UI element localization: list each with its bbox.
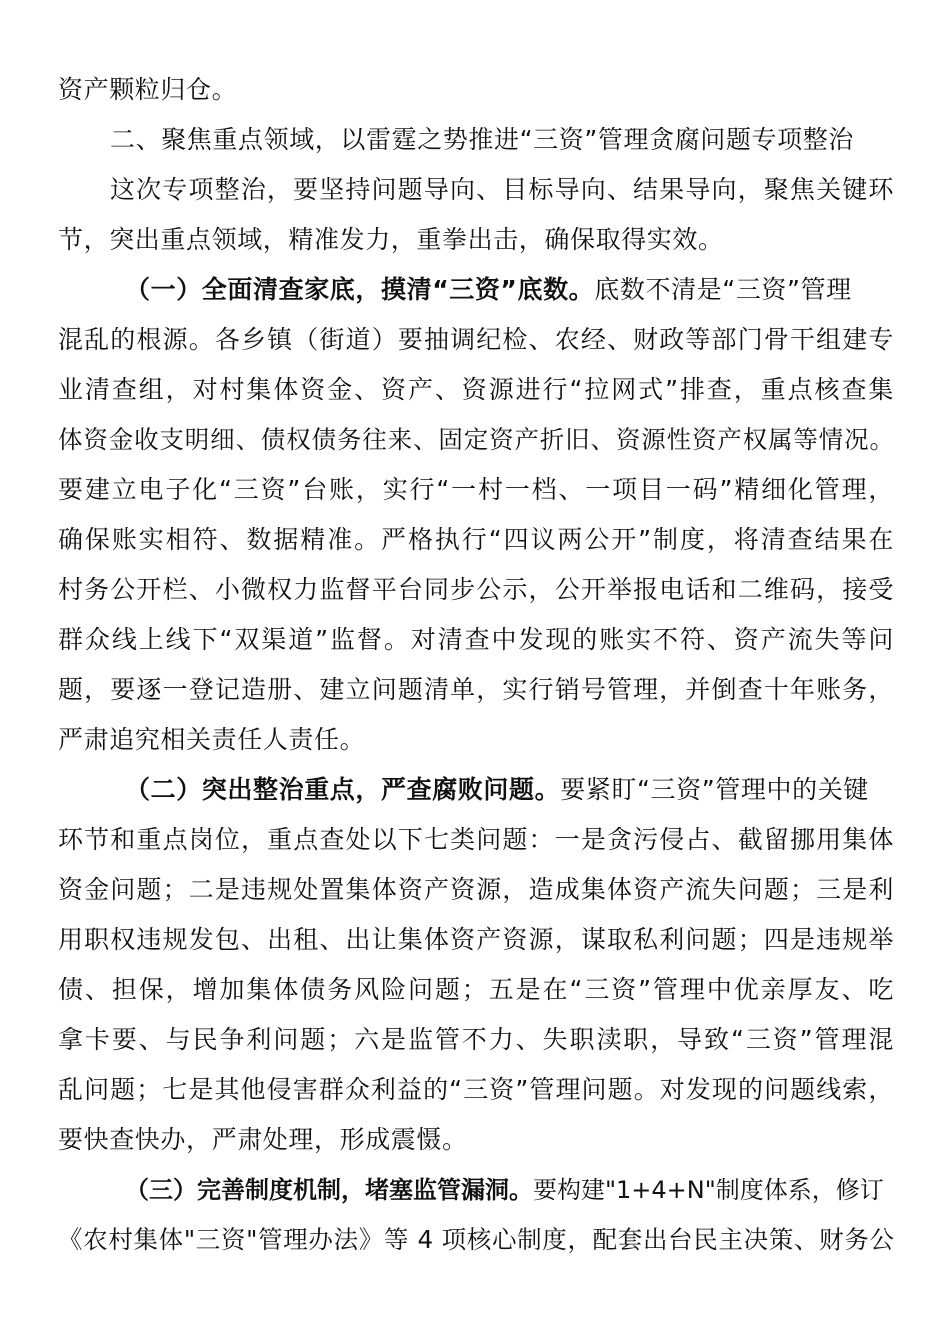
text-line: 村务公开栏、小微权力监督平台同步公示，公开举报电话和二维码，接受 xyxy=(58,575,894,604)
paragraph-first-line xyxy=(125,772,869,808)
text-line: 《农村集体"三资"管理办法》等 4 项核心制度，配套出台民主决策、财务公 xyxy=(58,1225,894,1254)
text-run: 要紧盯“三资”管理中的关键 xyxy=(560,775,869,804)
text-run: 要构建"1+4+N"制度体系，修订 xyxy=(533,1176,884,1204)
paragraph-first-line xyxy=(125,1172,884,1208)
text-line: 要建立电子化“三资”台账，实行“一村一档、一项目一码”精细化管理， xyxy=(58,475,894,504)
text-line: 节，突出重点领域，精准发力，重拳出击，确保取得实效。 xyxy=(58,225,724,254)
subheading: （一）全面清查家底，摸清“三资”底数。 xyxy=(125,275,595,304)
text-line: 资金问题；二是违规处置集体资产资源，造成集体资产流失问题；三是利 xyxy=(58,875,894,904)
text-line: 用职权违规发包、出租、出让集体资产资源，谋取私利问题；四是违规举 xyxy=(58,925,894,954)
text-line: 债、担保，增加集体债务风险问题；五是在“三资”管理中优亲厚友、吃 xyxy=(58,975,894,1004)
text-line: 混乱的根源。各乡镇（街道）要抽调纪检、农经、财政等部门骨干组建专 xyxy=(58,325,894,354)
text-line: 资产颗粒归仓。 xyxy=(58,75,238,104)
text-line: 拿卡要、与民争利问题；六是监管不力、失职渎职，导致“三资”管理混 xyxy=(58,1025,894,1054)
subheading: （三）完善制度机制，堵塞监管漏洞。 xyxy=(125,1176,533,1204)
text-line: 环节和重点岗位，重点查处以下七类问题：一是贪污侵占、截留挪用集体 xyxy=(58,825,894,854)
text-line: 题，要逐一登记造册、建立问题清单，实行销号管理，并倒查十年账务， xyxy=(58,675,894,704)
text-line: 严肃追究相关责任人责任。 xyxy=(58,725,366,754)
text-line: 要快查快办，严肃处理，形成震慑。 xyxy=(58,1125,468,1154)
text-line: 乱问题；七是其他侵害群众利益的“三资”管理问题。对发现的问题线索， xyxy=(58,1075,894,1104)
text-line: 业清查组，对村集体资金、资产、资源进行“拉网式”排查，重点核查集 xyxy=(58,375,894,404)
paragraph-first-line xyxy=(125,272,852,308)
text-line: 这次专项整治，要坚持问题导向、目标导向、结果导向，聚焦关键环 xyxy=(110,175,894,204)
subheading: （二）突出整治重点，严查腐败问题。 xyxy=(125,775,561,804)
text-line: 群众线上线下“双渠道”监督。对清查中发现的账实不符、资产流失等问 xyxy=(58,625,894,654)
text-line: 体资金收支明细、债权债务往来、固定资产折旧、资源性资产权属等情况。 xyxy=(58,425,894,454)
section-heading: 二、聚焦重点领域，以雷霆之势推进“三资”管理贪腐问题专项整治 xyxy=(110,125,854,154)
text-run: 底数不清是“三资”管理 xyxy=(594,275,852,304)
text-line: 确保账实相符、数据精准。严格执行“四议两公开”制度，将清查结果在 xyxy=(58,525,894,554)
